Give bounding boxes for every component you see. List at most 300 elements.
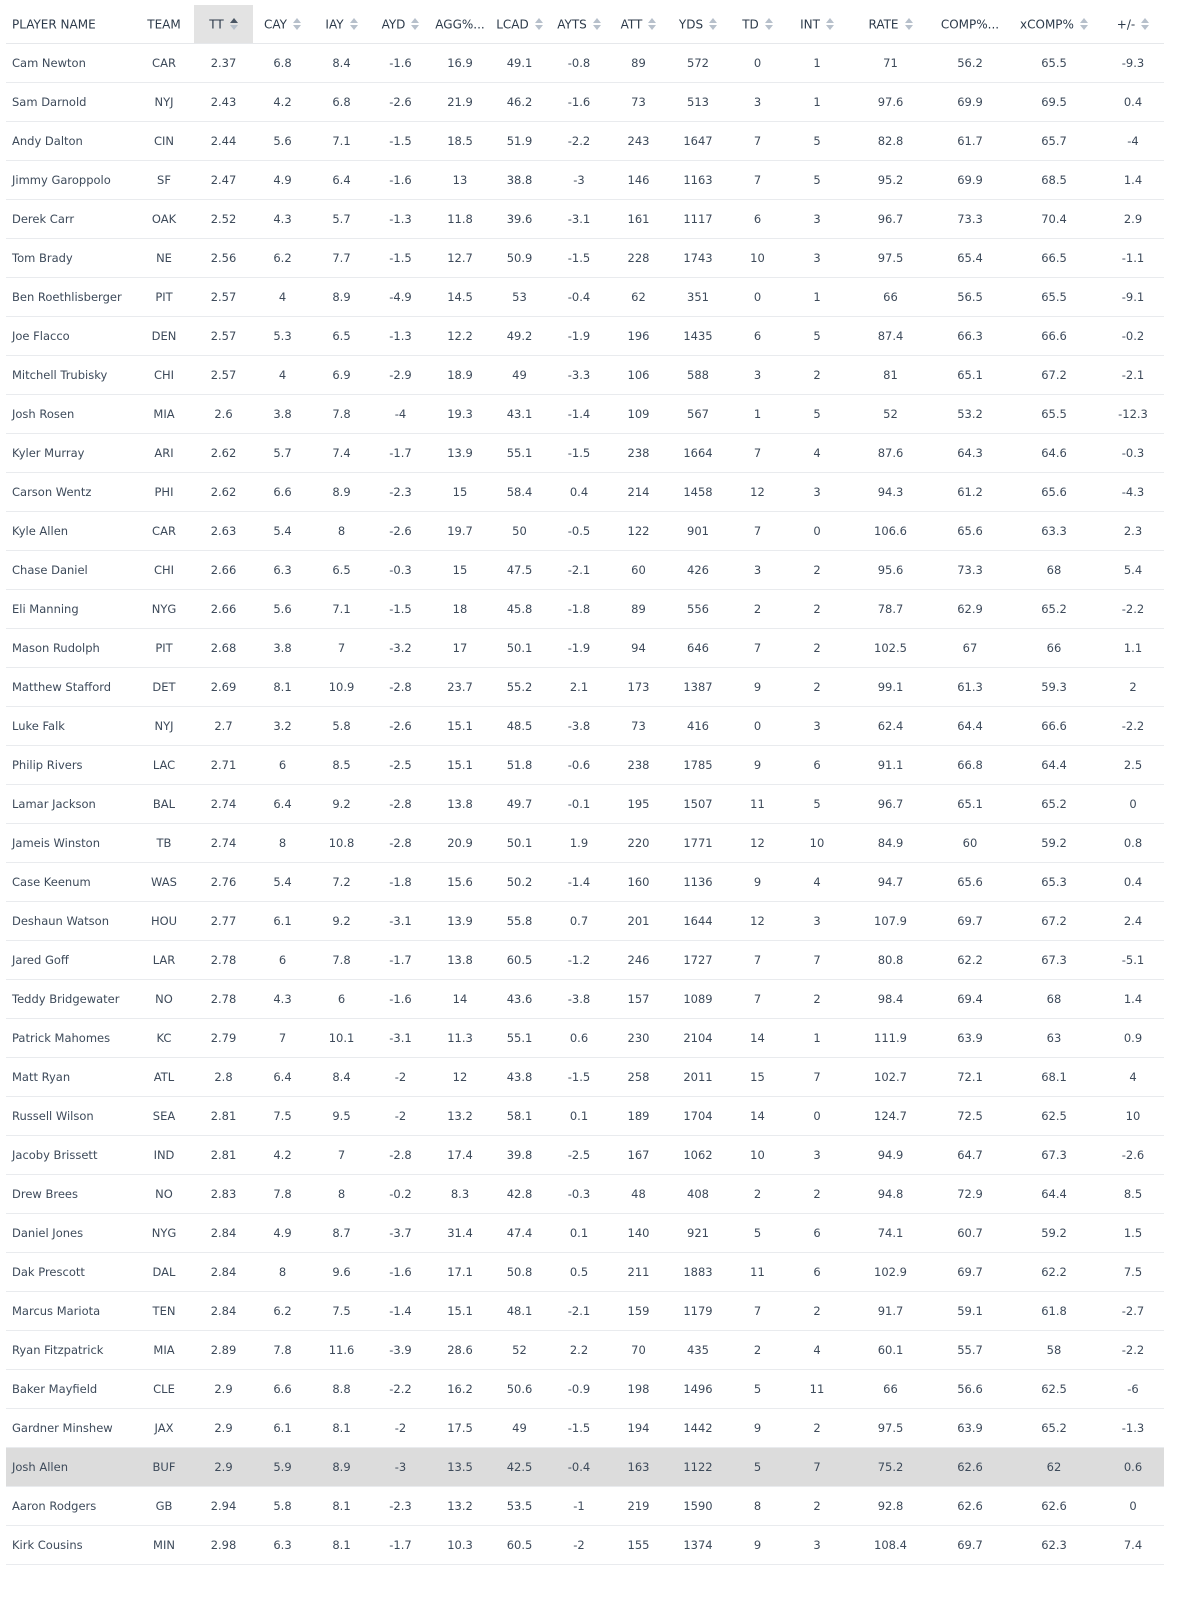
stat-cell: 4.3 xyxy=(253,200,312,239)
player-name-cell: Deshaun Watson xyxy=(6,902,134,941)
sort-icon[interactable] xyxy=(411,18,419,30)
stat-cell: 1771 xyxy=(668,824,728,863)
column-header-label: xCOMP% xyxy=(1020,17,1074,32)
stat-cell: 211 xyxy=(609,1253,668,1292)
stat-cell: 12.2 xyxy=(430,317,490,356)
stat-cell: 2.57 xyxy=(194,317,253,356)
table-row[interactable] xyxy=(6,1487,1164,1526)
stat-cell: 15 xyxy=(430,473,490,512)
stat-cell: 5 xyxy=(787,122,847,161)
stat-cell: 2.5 xyxy=(1102,746,1164,785)
table-row[interactable] xyxy=(6,434,1164,473)
player-name-cell: Kirk Cousins xyxy=(6,1526,134,1565)
stat-cell: 49 xyxy=(490,356,549,395)
stat-cell: 2.7 xyxy=(194,707,253,746)
team-cell: CAR xyxy=(134,512,194,551)
stat-cell: 87.6 xyxy=(847,434,934,473)
stat-cell: -2.8 xyxy=(371,824,430,863)
table-row[interactable] xyxy=(6,1448,1164,1487)
sort-icon[interactable] xyxy=(648,18,656,30)
table-row[interactable] xyxy=(6,1175,1164,1214)
stat-cell: 2 xyxy=(787,551,847,590)
stat-cell: 2.52 xyxy=(194,200,253,239)
stat-cell: 8.9 xyxy=(312,473,371,512)
stat-cell: 19.7 xyxy=(430,512,490,551)
stat-cell: 48 xyxy=(609,1175,668,1214)
stat-cell: 59.2 xyxy=(1006,1214,1102,1253)
table-row[interactable] xyxy=(6,1019,1164,1058)
table-row[interactable] xyxy=(6,1097,1164,1136)
stat-cell: 196 xyxy=(609,317,668,356)
table-row[interactable] xyxy=(6,161,1164,200)
stat-cell: 68.5 xyxy=(1006,161,1102,200)
stat-cell: 13.2 xyxy=(430,1487,490,1526)
team-cell: NYJ xyxy=(134,83,194,122)
stat-cell: 646 xyxy=(668,629,728,668)
stat-cell: 49.7 xyxy=(490,785,549,824)
stat-cell: -2 xyxy=(371,1409,430,1448)
stat-cell: 2104 xyxy=(668,1019,728,1058)
table-row[interactable] xyxy=(6,746,1164,785)
stat-cell: 159 xyxy=(609,1292,668,1331)
table-row[interactable] xyxy=(6,200,1164,239)
column-header-lcad[interactable] xyxy=(490,5,549,44)
stat-cell: 0.6 xyxy=(1102,1448,1164,1487)
stat-cell: 2 xyxy=(787,980,847,1019)
table-row[interactable] xyxy=(6,551,1164,590)
table-row[interactable] xyxy=(6,902,1164,941)
stat-cell: 15.1 xyxy=(430,707,490,746)
stat-cell: 55.8 xyxy=(490,902,549,941)
stat-cell: 95.2 xyxy=(847,161,934,200)
player-name-cell: Dak Prescott xyxy=(6,1253,134,1292)
team-cell: LAC xyxy=(134,746,194,785)
stat-cell: 62.2 xyxy=(934,941,1006,980)
stat-cell: -0.4 xyxy=(549,1448,609,1487)
table-row[interactable] xyxy=(6,1331,1164,1370)
stat-cell: -2.6 xyxy=(371,512,430,551)
stat-cell: 61.8 xyxy=(1006,1292,1102,1331)
stat-cell: 2 xyxy=(728,1175,787,1214)
table-row[interactable] xyxy=(6,1253,1164,1292)
stat-cell: -1.6 xyxy=(371,1253,430,1292)
player-name-cell: Josh Rosen xyxy=(6,395,134,434)
stat-cell: -1.5 xyxy=(371,122,430,161)
stat-cell: 7.5 xyxy=(1102,1253,1164,1292)
stat-cell: -2.2 xyxy=(1102,707,1164,746)
stat-cell: 2 xyxy=(1102,668,1164,707)
stat-cell: 9 xyxy=(728,1526,787,1565)
column-header-player-name[interactable] xyxy=(6,5,134,44)
stat-cell: -4.3 xyxy=(1102,473,1164,512)
stat-cell: 43.6 xyxy=(490,980,549,1019)
column-header-int[interactable] xyxy=(787,5,847,44)
stat-cell: 7.5 xyxy=(253,1097,312,1136)
stat-cell: 1117 xyxy=(668,200,728,239)
stat-cell: 7 xyxy=(728,434,787,473)
sort-icon[interactable] xyxy=(535,18,543,30)
stat-cell: 50.1 xyxy=(490,629,549,668)
sort-icon[interactable] xyxy=(1080,18,1088,30)
column-header-agg[interactable] xyxy=(430,5,490,44)
stat-cell: 3 xyxy=(787,1136,847,1175)
player-name-cell: Aaron Rodgers xyxy=(6,1487,134,1526)
stat-cell: -4 xyxy=(371,395,430,434)
player-name-cell: Patrick Mahomes xyxy=(6,1019,134,1058)
stat-cell: -1.5 xyxy=(549,1409,609,1448)
stat-cell: 155 xyxy=(609,1526,668,1565)
stat-cell: 61.2 xyxy=(934,473,1006,512)
column-header-att[interactable] xyxy=(609,5,668,44)
team-cell: TB xyxy=(134,824,194,863)
stat-cell: 6.1 xyxy=(253,1409,312,1448)
sort-icon[interactable] xyxy=(765,18,773,30)
stat-cell: 11 xyxy=(787,1370,847,1409)
stat-cell: 64.7 xyxy=(934,1136,1006,1175)
sort-icon[interactable] xyxy=(905,18,913,30)
stat-cell: 1785 xyxy=(668,746,728,785)
stat-cell: 43.8 xyxy=(490,1058,549,1097)
stat-cell: 67.3 xyxy=(1006,941,1102,980)
table-row[interactable] xyxy=(6,1409,1164,1448)
stat-cell: 8.4 xyxy=(312,44,371,83)
column-header-label: LCAD xyxy=(496,17,529,32)
column-header-td[interactable] xyxy=(728,5,787,44)
stat-cell: 69.7 xyxy=(934,1526,1006,1565)
sort-icon[interactable] xyxy=(350,18,358,30)
sort-icon[interactable] xyxy=(709,18,717,30)
stat-cell: 3.8 xyxy=(253,629,312,668)
stat-cell: 10 xyxy=(787,824,847,863)
stat-cell: 5.8 xyxy=(253,1487,312,1526)
stat-cell: 7.8 xyxy=(253,1175,312,1214)
column-header-label: IAY xyxy=(325,17,344,32)
column-header-yds[interactable] xyxy=(668,5,728,44)
stat-cell: 2.94 xyxy=(194,1487,253,1526)
player-name-cell: Luke Falk xyxy=(6,707,134,746)
stat-cell: 351 xyxy=(668,278,728,317)
sort-icon[interactable] xyxy=(1141,18,1149,30)
stat-cell: 230 xyxy=(609,1019,668,1058)
player-name-cell: Derek Carr xyxy=(6,200,134,239)
stat-cell: -1.7 xyxy=(371,941,430,980)
stat-cell: 7 xyxy=(312,629,371,668)
stat-cell: 1179 xyxy=(668,1292,728,1331)
stat-cell: 219 xyxy=(609,1487,668,1526)
table-row[interactable] xyxy=(6,473,1164,512)
stat-cell: -2.1 xyxy=(549,1292,609,1331)
stat-cell: 94.3 xyxy=(847,473,934,512)
stat-cell: 4.3 xyxy=(253,980,312,1019)
stat-cell: 45.8 xyxy=(490,590,549,629)
stat-cell: 47.4 xyxy=(490,1214,549,1253)
stat-cell: 6.4 xyxy=(312,161,371,200)
stat-cell: 3 xyxy=(728,551,787,590)
sort-icon[interactable] xyxy=(230,18,238,30)
column-header-plus-minus[interactable] xyxy=(1102,5,1164,44)
stat-cell: 43.1 xyxy=(490,395,549,434)
stat-cell: 0.8 xyxy=(1102,824,1164,863)
stat-cell: 15 xyxy=(728,1058,787,1097)
table-row[interactable] xyxy=(6,1292,1164,1331)
stat-cell: 15 xyxy=(430,551,490,590)
stat-cell: 72.5 xyxy=(934,1097,1006,1136)
column-header-ayd[interactable] xyxy=(371,5,430,44)
team-cell: LAR xyxy=(134,941,194,980)
stat-cell: -1.9 xyxy=(549,629,609,668)
stat-cell: 70.4 xyxy=(1006,200,1102,239)
stat-cell: 50.8 xyxy=(490,1253,549,1292)
stat-cell: 46.2 xyxy=(490,83,549,122)
stat-cell: 220 xyxy=(609,824,668,863)
table-row[interactable] xyxy=(6,395,1164,434)
stat-cell: 11.6 xyxy=(312,1331,371,1370)
stat-cell: -0.1 xyxy=(549,785,609,824)
stat-cell: 2.43 xyxy=(194,83,253,122)
stat-cell: -9.1 xyxy=(1102,278,1164,317)
stat-cell: 7 xyxy=(728,512,787,551)
stat-cell: 66.6 xyxy=(1006,317,1102,356)
stat-cell: 9.5 xyxy=(312,1097,371,1136)
stat-cell: 69.5 xyxy=(1006,83,1102,122)
stat-cell: -2.3 xyxy=(371,473,430,512)
sort-icon[interactable] xyxy=(826,18,834,30)
stat-cell: 198 xyxy=(609,1370,668,1409)
stat-cell: 3.8 xyxy=(253,395,312,434)
stat-cell: 18.5 xyxy=(430,122,490,161)
stat-cell: 60 xyxy=(609,551,668,590)
stat-cell: 0.1 xyxy=(549,1214,609,1253)
sort-icon[interactable] xyxy=(293,18,301,30)
stat-cell: 7 xyxy=(728,122,787,161)
stat-cell: 3 xyxy=(728,83,787,122)
table-row[interactable] xyxy=(6,1136,1164,1175)
column-header-ayts[interactable] xyxy=(549,5,609,44)
stat-cell: -2.3 xyxy=(371,1487,430,1526)
stat-cell: 69.7 xyxy=(934,1253,1006,1292)
stat-cell: -3.3 xyxy=(549,356,609,395)
stat-cell: 5.7 xyxy=(312,200,371,239)
table-row[interactable] xyxy=(6,1526,1164,1565)
stat-cell: 2.9 xyxy=(1102,200,1164,239)
stat-cell: 107.9 xyxy=(847,902,934,941)
stat-cell: 15.6 xyxy=(430,863,490,902)
team-cell: DEN xyxy=(134,317,194,356)
table-row[interactable] xyxy=(6,83,1164,122)
stat-cell: 214 xyxy=(609,473,668,512)
stat-cell: 95.6 xyxy=(847,551,934,590)
stat-cell: 6.6 xyxy=(253,473,312,512)
player-name-cell: Carson Wentz xyxy=(6,473,134,512)
stat-cell: -2.9 xyxy=(371,356,430,395)
table-row[interactable] xyxy=(6,512,1164,551)
table-row[interactable] xyxy=(6,239,1164,278)
stat-cell: 2.9 xyxy=(194,1370,253,1409)
player-name-cell: Sam Darnold xyxy=(6,83,134,122)
table-row[interactable] xyxy=(6,1214,1164,1253)
stat-cell: -2.2 xyxy=(1102,590,1164,629)
stat-cell: 48.5 xyxy=(490,707,549,746)
table-row[interactable] xyxy=(6,668,1164,707)
stat-cell: 8.5 xyxy=(1102,1175,1164,1214)
stat-cell: -3 xyxy=(549,161,609,200)
table-row[interactable] xyxy=(6,980,1164,1019)
stat-cell: -1.6 xyxy=(549,83,609,122)
stat-cell: 1442 xyxy=(668,1409,728,1448)
stat-cell: 65.4 xyxy=(934,239,1006,278)
stat-cell: 64.4 xyxy=(1006,1175,1102,1214)
stat-cell: 5.4 xyxy=(253,512,312,551)
table-row[interactable] xyxy=(6,317,1164,356)
stat-cell: 50.2 xyxy=(490,863,549,902)
stat-cell: 91.1 xyxy=(847,746,934,785)
qb-stats-grid xyxy=(6,5,1164,1565)
stat-cell: 68 xyxy=(1006,551,1102,590)
table-row[interactable] xyxy=(6,629,1164,668)
stat-cell: 62.5 xyxy=(1006,1097,1102,1136)
stat-cell: 8.7 xyxy=(312,1214,371,1253)
column-header-comp[interactable] xyxy=(934,5,1006,44)
sort-icon[interactable] xyxy=(593,18,601,30)
player-name-cell: Gardner Minshew xyxy=(6,1409,134,1448)
table-row[interactable] xyxy=(6,863,1164,902)
table-row[interactable] xyxy=(6,590,1164,629)
stat-cell: 67.2 xyxy=(1006,356,1102,395)
stat-cell: 2.37 xyxy=(194,44,253,83)
stat-cell: -0.6 xyxy=(549,746,609,785)
stat-cell: 6.2 xyxy=(253,1292,312,1331)
stat-cell: 13.9 xyxy=(430,902,490,941)
stat-cell: 6 xyxy=(787,746,847,785)
player-name-cell: Marcus Mariota xyxy=(6,1292,134,1331)
table-row[interactable] xyxy=(6,1058,1164,1097)
stat-cell: 73.3 xyxy=(934,200,1006,239)
stat-cell: -3.2 xyxy=(371,629,430,668)
table-row[interactable] xyxy=(6,1370,1164,1409)
table-row[interactable] xyxy=(6,707,1164,746)
stat-cell: -2.6 xyxy=(1102,1136,1164,1175)
stat-cell: 2.76 xyxy=(194,863,253,902)
stat-cell: 7.2 xyxy=(312,863,371,902)
stat-cell: 7 xyxy=(787,1058,847,1097)
stat-cell: 71 xyxy=(847,44,934,83)
column-header-cay[interactable] xyxy=(253,5,312,44)
stat-cell: 62 xyxy=(609,278,668,317)
column-header-rate[interactable] xyxy=(847,5,934,44)
team-cell: NYG xyxy=(134,590,194,629)
stat-cell: -1.6 xyxy=(371,980,430,1019)
stat-cell: 2.79 xyxy=(194,1019,253,1058)
stat-cell: 1 xyxy=(787,44,847,83)
stat-cell: 97.6 xyxy=(847,83,934,122)
stat-cell: 5.9 xyxy=(253,1448,312,1487)
team-cell: SF xyxy=(134,161,194,200)
stat-cell: 2.84 xyxy=(194,1253,253,1292)
table-row[interactable] xyxy=(6,356,1164,395)
column-header-label: COMP%... xyxy=(940,17,1000,32)
column-header-xcomp[interactable] xyxy=(1006,5,1102,44)
stat-cell: 2.57 xyxy=(194,278,253,317)
stat-cell: 13.8 xyxy=(430,941,490,980)
team-cell: HOU xyxy=(134,902,194,941)
stat-cell: 89 xyxy=(609,590,668,629)
player-name-cell: Joe Flacco xyxy=(6,317,134,356)
table-row[interactable] xyxy=(6,122,1164,161)
stat-cell: 58.4 xyxy=(490,473,549,512)
stat-cell: 7.5 xyxy=(312,1292,371,1331)
stat-cell: 61.3 xyxy=(934,668,1006,707)
stat-cell: 416 xyxy=(668,707,728,746)
stat-cell: -1.6 xyxy=(371,161,430,200)
stat-cell: 42.5 xyxy=(490,1448,549,1487)
table-row[interactable] xyxy=(6,785,1164,824)
stat-cell: 2 xyxy=(728,1331,787,1370)
stat-cell: 160 xyxy=(609,863,668,902)
stat-cell: 94 xyxy=(609,629,668,668)
stat-cell: 4 xyxy=(787,1331,847,1370)
stat-cell: 73 xyxy=(609,707,668,746)
stat-cell: 15.1 xyxy=(430,1292,490,1331)
stat-cell: 89 xyxy=(609,44,668,83)
stat-cell: 13.8 xyxy=(430,785,490,824)
stat-cell: 63.9 xyxy=(934,1019,1006,1058)
stat-cell: 2 xyxy=(787,668,847,707)
column-header-tt[interactable] xyxy=(194,5,253,44)
stat-cell: 1.4 xyxy=(1102,161,1164,200)
stat-cell: 2.66 xyxy=(194,551,253,590)
stat-cell: -3.8 xyxy=(549,980,609,1019)
stat-cell: 62.9 xyxy=(934,590,1006,629)
column-header-label: TT xyxy=(209,17,224,32)
column-header-team[interactable] xyxy=(134,5,194,44)
stat-cell: 68 xyxy=(1006,980,1102,1019)
stat-cell: 17.5 xyxy=(430,1409,490,1448)
stat-cell: 65.1 xyxy=(934,785,1006,824)
stat-cell: 189 xyxy=(609,1097,668,1136)
stat-cell: 7 xyxy=(253,1019,312,1058)
stat-cell: 2 xyxy=(787,1292,847,1331)
stat-cell: -3.9 xyxy=(371,1331,430,1370)
stat-cell: 2.56 xyxy=(194,239,253,278)
stat-cell: 1122 xyxy=(668,1448,728,1487)
table-row[interactable] xyxy=(6,44,1164,83)
stat-cell: 81 xyxy=(847,356,934,395)
stat-cell: 0.4 xyxy=(1102,863,1164,902)
stat-cell: -0.3 xyxy=(549,1175,609,1214)
table-row[interactable] xyxy=(6,278,1164,317)
stat-cell: 39.6 xyxy=(490,200,549,239)
team-cell: NO xyxy=(134,980,194,1019)
stat-cell: 97.5 xyxy=(847,1409,934,1448)
stat-cell: 65.2 xyxy=(1006,785,1102,824)
column-header-iay[interactable] xyxy=(312,5,371,44)
stat-cell: 246 xyxy=(609,941,668,980)
stat-cell: 2.71 xyxy=(194,746,253,785)
player-name-cell: Cam Newton xyxy=(6,44,134,83)
stat-cell: 8 xyxy=(312,1175,371,1214)
player-name-cell: Russell Wilson xyxy=(6,1097,134,1136)
team-cell: DAL xyxy=(134,1253,194,1292)
stat-cell: 12 xyxy=(430,1058,490,1097)
stat-cell: 66 xyxy=(847,278,934,317)
table-row[interactable] xyxy=(6,941,1164,980)
column-header-label: AGG%... xyxy=(435,17,485,32)
team-cell: NE xyxy=(134,239,194,278)
table-row[interactable] xyxy=(6,824,1164,863)
stat-cell: 5 xyxy=(787,785,847,824)
stat-cell: -1.4 xyxy=(371,1292,430,1331)
stat-cell: -2 xyxy=(371,1097,430,1136)
